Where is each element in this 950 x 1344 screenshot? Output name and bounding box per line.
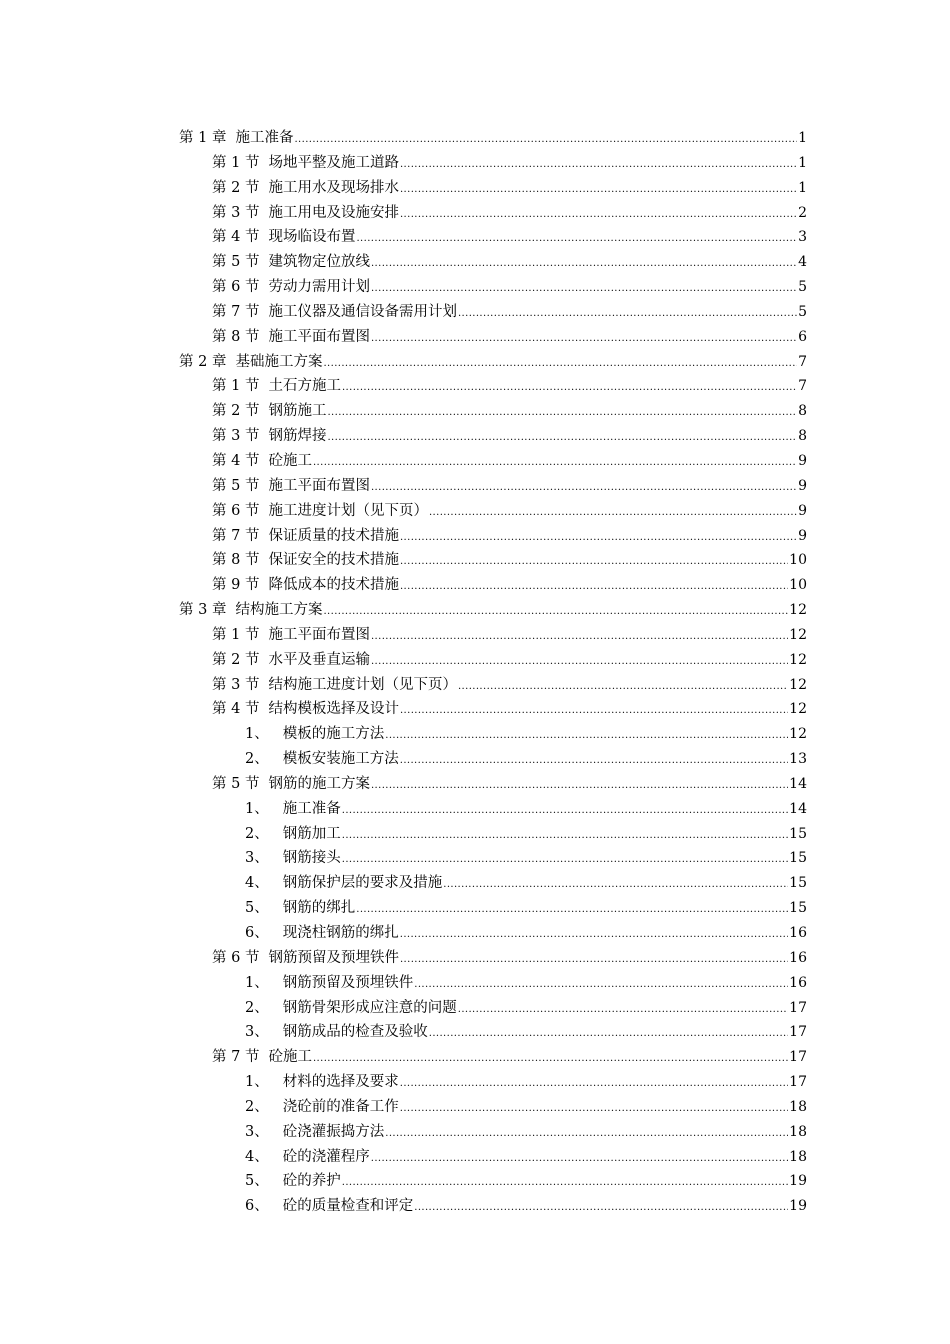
toc-entry-title: 水平及垂直运输 <box>268 651 370 668</box>
toc-entry-number: 第 1 章 <box>179 130 227 146</box>
toc-entry-title: 砼施工 <box>268 452 312 469</box>
toc-page-number: 9 <box>798 452 807 469</box>
toc-dot-leader <box>414 970 788 995</box>
toc-entry-title: 现场临设布置 <box>268 229 356 246</box>
toc-page-number: 12 <box>789 626 807 643</box>
toc-dot-leader <box>342 821 788 846</box>
toc-entry-title: 施工准备 <box>235 130 294 146</box>
toc-entry-number: 2、 <box>245 1098 269 1115</box>
toc-page-number: 5 <box>798 303 807 320</box>
toc-subsection-entry[interactable] <box>179 746 807 771</box>
toc-subsection-entry[interactable] <box>179 721 807 746</box>
toc-entry-number: 第 6 节 <box>212 502 260 519</box>
toc-section-entry[interactable] <box>179 572 807 597</box>
toc-entry-number: 第 1 节 <box>212 626 260 643</box>
toc-dot-leader <box>342 1168 788 1193</box>
toc-entry-number: 第 2 节 <box>212 651 260 668</box>
toc-section-entry[interactable] <box>179 547 807 572</box>
toc-entry-number: 1、 <box>245 974 269 991</box>
toc-entry-title: 模板安装施工方法 <box>282 751 399 768</box>
toc-subsection-entry[interactable] <box>179 1193 807 1218</box>
toc-page-number: 13 <box>789 751 807 768</box>
toc-entry-number: 第 5 节 <box>212 254 260 271</box>
toc-page-number: 9 <box>798 502 807 519</box>
toc-subsection-entry[interactable] <box>179 995 807 1020</box>
toc-entry-number: 第 6 节 <box>212 949 260 966</box>
toc-dot-leader <box>323 349 797 374</box>
toc-entry-title: 结构模板选择及设计 <box>268 701 399 718</box>
toc-entry-title: 钢筋预留及预埋铁件 <box>282 974 414 991</box>
toc-page-number: 19 <box>789 1198 807 1215</box>
toc-dot-leader <box>342 845 788 870</box>
toc-page-number: 14 <box>789 775 807 792</box>
toc-dot-leader <box>356 895 788 920</box>
toc-page-number: 2 <box>798 204 807 221</box>
toc-dot-leader <box>327 423 797 448</box>
toc-entry-number: 第 8 节 <box>212 552 260 569</box>
toc-page-number: 12 <box>789 651 807 668</box>
toc-dot-leader <box>400 200 797 225</box>
toc-entry-number: 第 3 节 <box>212 204 260 221</box>
toc-section-entry[interactable] <box>179 299 807 324</box>
toc-entry-number: 第 6 节 <box>212 279 260 296</box>
toc-subsection-entry[interactable] <box>179 1119 807 1144</box>
toc-entry-title: 钢筋的施工方案 <box>268 775 370 792</box>
toc-entry-number: 3、 <box>245 850 269 867</box>
toc-section-entry[interactable] <box>179 647 807 672</box>
toc-entry-number: 第 8 节 <box>212 328 260 345</box>
toc-entry-title: 砼浇灌振捣方法 <box>282 1123 385 1140</box>
toc-page-number: 16 <box>789 949 807 966</box>
toc-page-number: 8 <box>798 428 807 445</box>
toc-entry-title: 施工仪器及通信设备需用计划 <box>268 303 457 320</box>
toc-dot-leader <box>400 1069 788 1094</box>
toc-section-entry[interactable] <box>179 945 807 970</box>
toc-entry-title: 浇砼前的准备工作 <box>282 1098 399 1115</box>
toc-page-number: 9 <box>798 527 807 544</box>
toc-entry-title: 钢筋预留及预埋铁件 <box>268 949 399 966</box>
toc-page-number: 1 <box>798 130 807 146</box>
toc-section-entry[interactable] <box>179 672 807 697</box>
toc-entry-title: 保证安全的技术措施 <box>268 552 399 569</box>
toc-page-number: 17 <box>789 1049 807 1066</box>
toc-dot-leader <box>313 1044 788 1069</box>
toc-entry-title: 钢筋接头 <box>282 850 341 867</box>
toc-dot-leader <box>400 572 788 597</box>
toc-page-number: 12 <box>789 602 807 619</box>
toc-page-number: 10 <box>789 577 807 594</box>
toc-dot-leader <box>400 150 797 175</box>
toc-page-number: 12 <box>789 701 807 718</box>
toc-entry-number: 第 3 节 <box>212 428 260 445</box>
toc-page-number: 16 <box>789 974 807 991</box>
toc-entry-title: 砼的养护 <box>282 1173 341 1190</box>
toc-entry-number: 第 5 节 <box>212 775 260 792</box>
toc-entry-title: 场地平整及施工道路 <box>268 154 399 171</box>
toc-section-entry[interactable] <box>179 398 807 423</box>
toc-entry-title: 施工用水及现场排水 <box>268 179 399 196</box>
toc-entry-number: 4、 <box>245 1148 269 1165</box>
toc-entry-number: 第 1 节 <box>212 154 260 171</box>
toc-entry-title: 砼的浇灌程序 <box>282 1148 370 1165</box>
toc-dot-leader <box>458 995 788 1020</box>
toc-section-entry[interactable] <box>179 423 807 448</box>
toc-page-number: 19 <box>789 1173 807 1190</box>
toc-entry-title: 钢筋加工 <box>282 825 341 842</box>
toc-section-entry[interactable] <box>179 1044 807 1069</box>
toc-entry-title: 钢筋保护层的要求及措施 <box>282 875 443 892</box>
toc-page-number: 17 <box>789 1024 807 1041</box>
toc-subsection-entry[interactable] <box>179 870 807 895</box>
toc-subsection-entry[interactable] <box>179 895 807 920</box>
toc-entry-title: 施工进度计划（见下页） <box>268 502 428 519</box>
toc-page-number: 16 <box>789 925 807 941</box>
toc-dot-leader <box>443 870 788 895</box>
toc-dot-leader <box>371 647 788 672</box>
toc-subsection-entry[interactable] <box>179 1144 807 1169</box>
toc-entry-title: 施工平面布置图 <box>268 477 370 494</box>
toc-entry-number: 第 2 节 <box>212 179 260 196</box>
toc-entry-title: 施工平面布置图 <box>268 626 370 643</box>
toc-chapter-entry[interactable] <box>179 349 807 374</box>
toc-page-number: 18 <box>789 1148 807 1165</box>
toc-section-entry[interactable] <box>179 498 807 523</box>
toc-subsection-entry[interactable] <box>179 796 807 821</box>
toc-page-number: 17 <box>789 999 807 1016</box>
toc-page-number: 7 <box>798 353 807 370</box>
toc-entry-number: 第 5 节 <box>212 477 260 494</box>
toc-entry-number: 2、 <box>245 825 269 842</box>
toc-section-entry[interactable] <box>179 771 807 796</box>
toc-entry-title: 模板的施工方法 <box>282 726 385 743</box>
toc-section-entry[interactable] <box>179 200 807 225</box>
toc-page-number: 15 <box>789 825 807 842</box>
toc-subsection-entry[interactable] <box>179 1069 807 1094</box>
toc-page-number: 8 <box>798 403 807 420</box>
toc-page-number: 4 <box>798 254 807 271</box>
toc-page-number: 18 <box>789 1098 807 1115</box>
toc-entry-number: 第 7 节 <box>212 527 260 544</box>
toc-entry-number: 1、 <box>245 726 269 743</box>
toc-page-number: 5 <box>798 279 807 296</box>
table-of-contents <box>179 125 807 1218</box>
toc-page-number: 15 <box>789 875 807 892</box>
toc-entry-title: 土石方施工 <box>268 378 341 395</box>
toc-entry-number: 6、 <box>245 925 269 941</box>
toc-entry-title: 建筑物定位放线 <box>268 254 370 271</box>
toc-dot-leader <box>400 547 788 572</box>
toc-entry-title: 降低成本的技术措施 <box>268 577 399 594</box>
toc-chapter-entry[interactable] <box>179 597 807 622</box>
toc-dot-leader <box>323 597 788 622</box>
toc-dot-leader <box>356 224 797 249</box>
toc-page-number: 12 <box>789 676 807 693</box>
toc-dot-leader <box>371 473 797 498</box>
toc-page-number: 6 <box>798 328 807 345</box>
toc-section-entry[interactable] <box>179 274 807 299</box>
toc-subsection-entry[interactable] <box>179 1094 807 1119</box>
toc-entry-number: 6、 <box>245 1198 269 1215</box>
toc-section-entry[interactable] <box>179 473 807 498</box>
toc-page-number: 3 <box>798 229 807 246</box>
toc-section-entry[interactable] <box>179 224 807 249</box>
toc-page-number: 9 <box>798 477 807 494</box>
toc-dot-leader <box>342 373 797 398</box>
toc-page-number: 17 <box>789 1074 807 1091</box>
toc-subsection-entry[interactable] <box>179 1019 807 1044</box>
toc-entry-title: 基础施工方案 <box>235 353 323 370</box>
toc-section-entry[interactable] <box>179 373 807 398</box>
toc-dot-leader <box>400 696 788 721</box>
toc-entry-number: 5、 <box>245 1173 269 1190</box>
toc-dot-leader <box>371 771 788 796</box>
toc-dot-leader <box>400 746 788 771</box>
toc-dot-leader <box>414 1193 788 1218</box>
toc-page-number: 7 <box>798 378 807 395</box>
toc-entry-title: 保证质量的技术措施 <box>268 527 399 544</box>
toc-entry-number: 第 3 节 <box>212 676 260 693</box>
toc-subsection-entry[interactable] <box>179 970 807 995</box>
toc-entry-number: 第 2 章 <box>179 353 227 370</box>
toc-dot-leader <box>400 920 788 945</box>
toc-dot-leader <box>429 1019 788 1044</box>
toc-entry-number: 第 1 节 <box>212 378 260 395</box>
toc-page-number: 18 <box>789 1123 807 1140</box>
toc-section-entry[interactable] <box>179 249 807 274</box>
toc-entry-number: 第 7 节 <box>212 303 260 320</box>
toc-dot-leader <box>400 945 788 970</box>
toc-page-number: 1 <box>798 179 807 196</box>
toc-page-number: 12 <box>789 726 807 743</box>
toc-entry-title: 施工用电及设施安排 <box>268 204 399 221</box>
toc-entry-title: 砼的质量检查和评定 <box>282 1198 414 1215</box>
toc-entry-title: 钢筋骨架形成应注意的问题 <box>282 999 457 1016</box>
toc-subsection-entry[interactable] <box>179 920 807 945</box>
toc-entry-number: 第 4 节 <box>212 701 260 718</box>
toc-entry-title: 施工准备 <box>282 800 341 817</box>
toc-section-entry[interactable] <box>179 523 807 548</box>
toc-entry-number: 第 4 节 <box>212 229 260 246</box>
toc-dot-leader <box>371 324 797 349</box>
toc-dot-leader <box>327 398 797 423</box>
toc-entry-number: 3、 <box>245 1123 269 1140</box>
toc-page-number: 14 <box>789 800 807 817</box>
toc-section-entry[interactable] <box>179 448 807 473</box>
toc-dot-leader <box>400 175 797 200</box>
toc-dot-leader <box>371 274 797 299</box>
toc-page-number: 1 <box>798 154 807 171</box>
toc-entry-title: 钢筋施工 <box>268 403 327 420</box>
toc-dot-leader <box>429 498 797 523</box>
toc-entry-title: 材料的选择及要求 <box>282 1074 399 1091</box>
toc-dot-leader <box>371 622 788 647</box>
toc-entry-number: 第 3 章 <box>179 602 227 619</box>
toc-section-entry[interactable] <box>179 175 807 200</box>
toc-entry-number: 1、 <box>245 800 269 817</box>
toc-entry-title: 钢筋焊接 <box>268 428 327 445</box>
toc-section-entry[interactable] <box>179 150 807 175</box>
toc-entry-title: 结构施工进度计划（见下页） <box>268 676 457 693</box>
toc-chapter-entry[interactable] <box>179 125 807 150</box>
toc-entry-title: 施工平面布置图 <box>268 328 370 345</box>
toc-entry-title: 钢筋成品的检查及验收 <box>282 1024 428 1041</box>
toc-entry-number: 2、 <box>245 999 269 1016</box>
toc-entry-number: 4、 <box>245 875 269 892</box>
toc-entry-title: 劳动力需用计划 <box>268 279 370 296</box>
toc-entry-number: 第 2 节 <box>212 403 260 420</box>
toc-entry-title: 钢筋的绑扎 <box>282 900 356 917</box>
toc-subsection-entry[interactable] <box>179 1168 807 1193</box>
toc-entry-number: 2、 <box>245 751 269 768</box>
toc-subsection-entry[interactable] <box>179 821 807 846</box>
toc-dot-leader <box>371 249 797 274</box>
toc-entry-number: 第 4 节 <box>212 452 260 469</box>
toc-entry-title: 结构施工方案 <box>235 602 323 619</box>
toc-dot-leader <box>400 1094 788 1119</box>
toc-section-entry[interactable] <box>179 324 807 349</box>
toc-dot-leader <box>385 1119 788 1144</box>
toc-section-entry[interactable] <box>179 696 807 721</box>
toc-dot-leader <box>458 299 797 324</box>
toc-section-entry[interactable] <box>179 622 807 647</box>
toc-entry-number: 5、 <box>245 900 269 917</box>
toc-entry-title: 砼施工 <box>268 1049 312 1066</box>
toc-entry-number: 第 7 节 <box>212 1049 260 1066</box>
toc-entry-number: 1、 <box>245 1074 269 1091</box>
toc-dot-leader <box>385 721 788 746</box>
toc-entry-number: 3、 <box>245 1024 269 1041</box>
toc-dot-leader <box>458 672 788 697</box>
toc-dot-leader <box>294 125 797 150</box>
toc-dot-leader <box>400 523 797 548</box>
toc-page-number: 15 <box>789 850 807 867</box>
toc-page-number: 10 <box>789 552 807 569</box>
toc-entry-title: 现浇柱钢筋的绑扎 <box>282 925 399 941</box>
toc-subsection-entry[interactable] <box>179 845 807 870</box>
toc-page-number: 15 <box>789 900 807 917</box>
toc-dot-leader <box>342 796 788 821</box>
toc-dot-leader <box>371 1144 788 1169</box>
toc-entry-number: 第 9 节 <box>212 577 260 594</box>
toc-dot-leader <box>313 448 797 473</box>
